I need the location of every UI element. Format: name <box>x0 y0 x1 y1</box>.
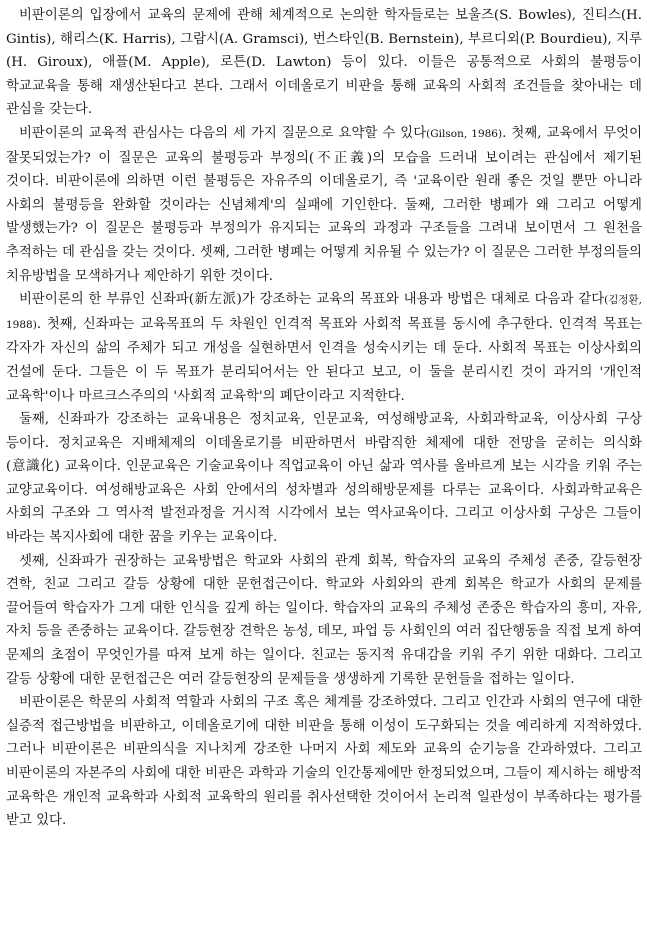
paragraph-content: 둘째, 신좌파가 강조하는 교육내용은 정치교육, 인문교육, 여성해방교육, 사회과학교육, 이상사회 구상 등이다. 정치교육은 지배체제의 이데올로기를 비판하면서 바람직한 체제에 대한 전망을 굳히는 의식화(意識化) 교육이다. 인문교육은 기술교육이나 직업교육이 아닌 삶과 역사를 올바르게 보는 시각을 키워 주는 교양교육이다. 여성해방교육은 사회 안에서의 성차별과 성의해방문제를 다루는 교육이다. 사회과학교육은 사회의 구조와 그 역사적 발전과정을 거시적 시각에서 보는 역사교육이다. 그리고 이상사회 구상은 그들이 바라는 복지사회에 대한 꿈을 키우는 교육이다. <box>6 412 642 546</box>
citation-gilson: (Gilson, 1986) <box>426 127 503 140</box>
paragraph-methods: 셋째, 신좌파가 권장하는 교육방법은 학교와 사회의 관계 회복, 학습자의 교육의 주체성 존중, 갈등현장 견학, 친교 그리고 갈등 상황에 대한 문헌접근이다. 학교와 사회와의 관계 회복은 학교가 사회의 문제를 끌어들여 학습자가 그게 대한 인식을 깊게 하는 일이다. 학습자의 교육의 주체성 존중은 학습자의 흥미, 자유, 자치 등을 존중하는 교육이다. 갈등현장 견학은 농성, 데모, 파업 등 사회인의 여러 집단행동을 직접 보게 하여 문제의 초점이 무엇인가를 따져 보게 하는 일이다. 친교는 동지적 유대감을 키워 주기 위한 대화다. 그리고 갈등 상황에 대한 문헌접근은 여러 갈등현장의 문제들을 생생하게 기록한 문헌들을 접하는 일이다. <box>6 553 642 687</box>
citation-kim: (김정환, 1988) <box>6 294 642 331</box>
paragraph-evaluation: 비판이론은 학문의 사회적 역할과 사회의 구조 혹은 체계를 강조하였다. 그리고 인간과 사회의 연구에 대한 실증적 접근방법을 비판하고, 이데올로기에 대한 비판을 통해 이성이 도구화되는 것을 예리하게 지적하였다. 그러나 비판이론은 비판의식을 지나치게 강조한 나머지 사회 제도와 교육의 순기능을 간과하였다. 그리고 비판이론의 자본주의 사회에 대한 비판은 과학과 기술의 인간통제에만 한정되었으며, 그들이 제시하는 해방적 교육학은 개인적 교육학과 사회적 교육학의 원리를 취사선택한 것이어서 논리적 일관성이 부족하다는 평가를 받고 있다. <box>6 695 642 829</box>
paragraph-concerns <box>6 122 642 288</box>
paragraph-scholars: 비판이론의 입장에서 교육의 문제에 관해 체계적으로 논의한 학자들로는 보울즈(S. Bowles), 진티스(H. Gintis), 해리스(K. Harris), 그람시(A. Gramsci), 번스타인(B. Bernstein), 부르디외(P. Bourdieu), 지루(H. Giroux), 애플(M. Apple), 로튼(D. Lawton) 등이 있다. 이들은 공통적으로 사회의 불평등이 학교교육을 통해 재생산된다고 본다. 그래서 이데올로기 비판을 통해 교육의 사회적 조건들을 찾아내는 데 관심을 갖는다. <box>6 8 642 118</box>
paragraph-concerns-lead: 비판이론의 교육적 관심사는 다음의 세 가지 질문으로 요약할 수 있다 <box>19 125 427 141</box>
paragraph-new-left-body: . 첫째, 신좌파는 교육목표의 두 차원인 인격적 목표와 사회적 목표를 동시에 추구한다. 인격적 목표는 각자가 자신의 삶의 주체가 되고 개성을 실현하면서 인격을 성숙시키는 데 둔다. 사회적 목표는 이상사회의 건설에 둔다. 그들은 이 두 목표가 분리되어서는 안 된다고 보고, 이 둘을 분리시킨 것이 과거의 '개인적 교육학'이나 마르크스주의의 '사회적 교육학'의 폐단이라고 지적한다. <box>6 316 642 404</box>
paragraph-concerns-body: . 첫째, 교육에서 무엇이 잘못되었는가? 이 질문은 교육의 불평등과 부정의(不正義)의 모습을 드러내 보이려는 관심에서 제기된 것이다. 비판이론에 의하면 이런 불평등은 자유주의 이데올로기, 즉 '교육이란 원래 좋은 것일 뿐만 아니라 사회의 불평등을 완화할 것이라는 신념체계'의 실패에 기인한다. 둘째, 그러한 병폐가 왜 그리고 어떻게 발생했는가? 이 질문은 불평등과 부정의가 유지되는 교육의 과정과 구조들을 그려내 보이면서 그 원천을 추적하는 데 관심을 갖는 것이다. 셋째, 그러한 병폐는 어떻게 치유될 수 있는가? 이 질문은 그러한 부정의들의 치유방법을 모색하거나 제안하기 위한 것이다. <box>6 125 643 284</box>
document-page <box>6 4 642 833</box>
paragraph-new-left-goals <box>6 288 642 408</box>
paragraph-new-left-lead: 비판이론의 한 부류인 신좌파(新左派)가 강조하는 교육의 목표와 내용과 방법은 대체로 다음과 같다 <box>19 292 605 308</box>
